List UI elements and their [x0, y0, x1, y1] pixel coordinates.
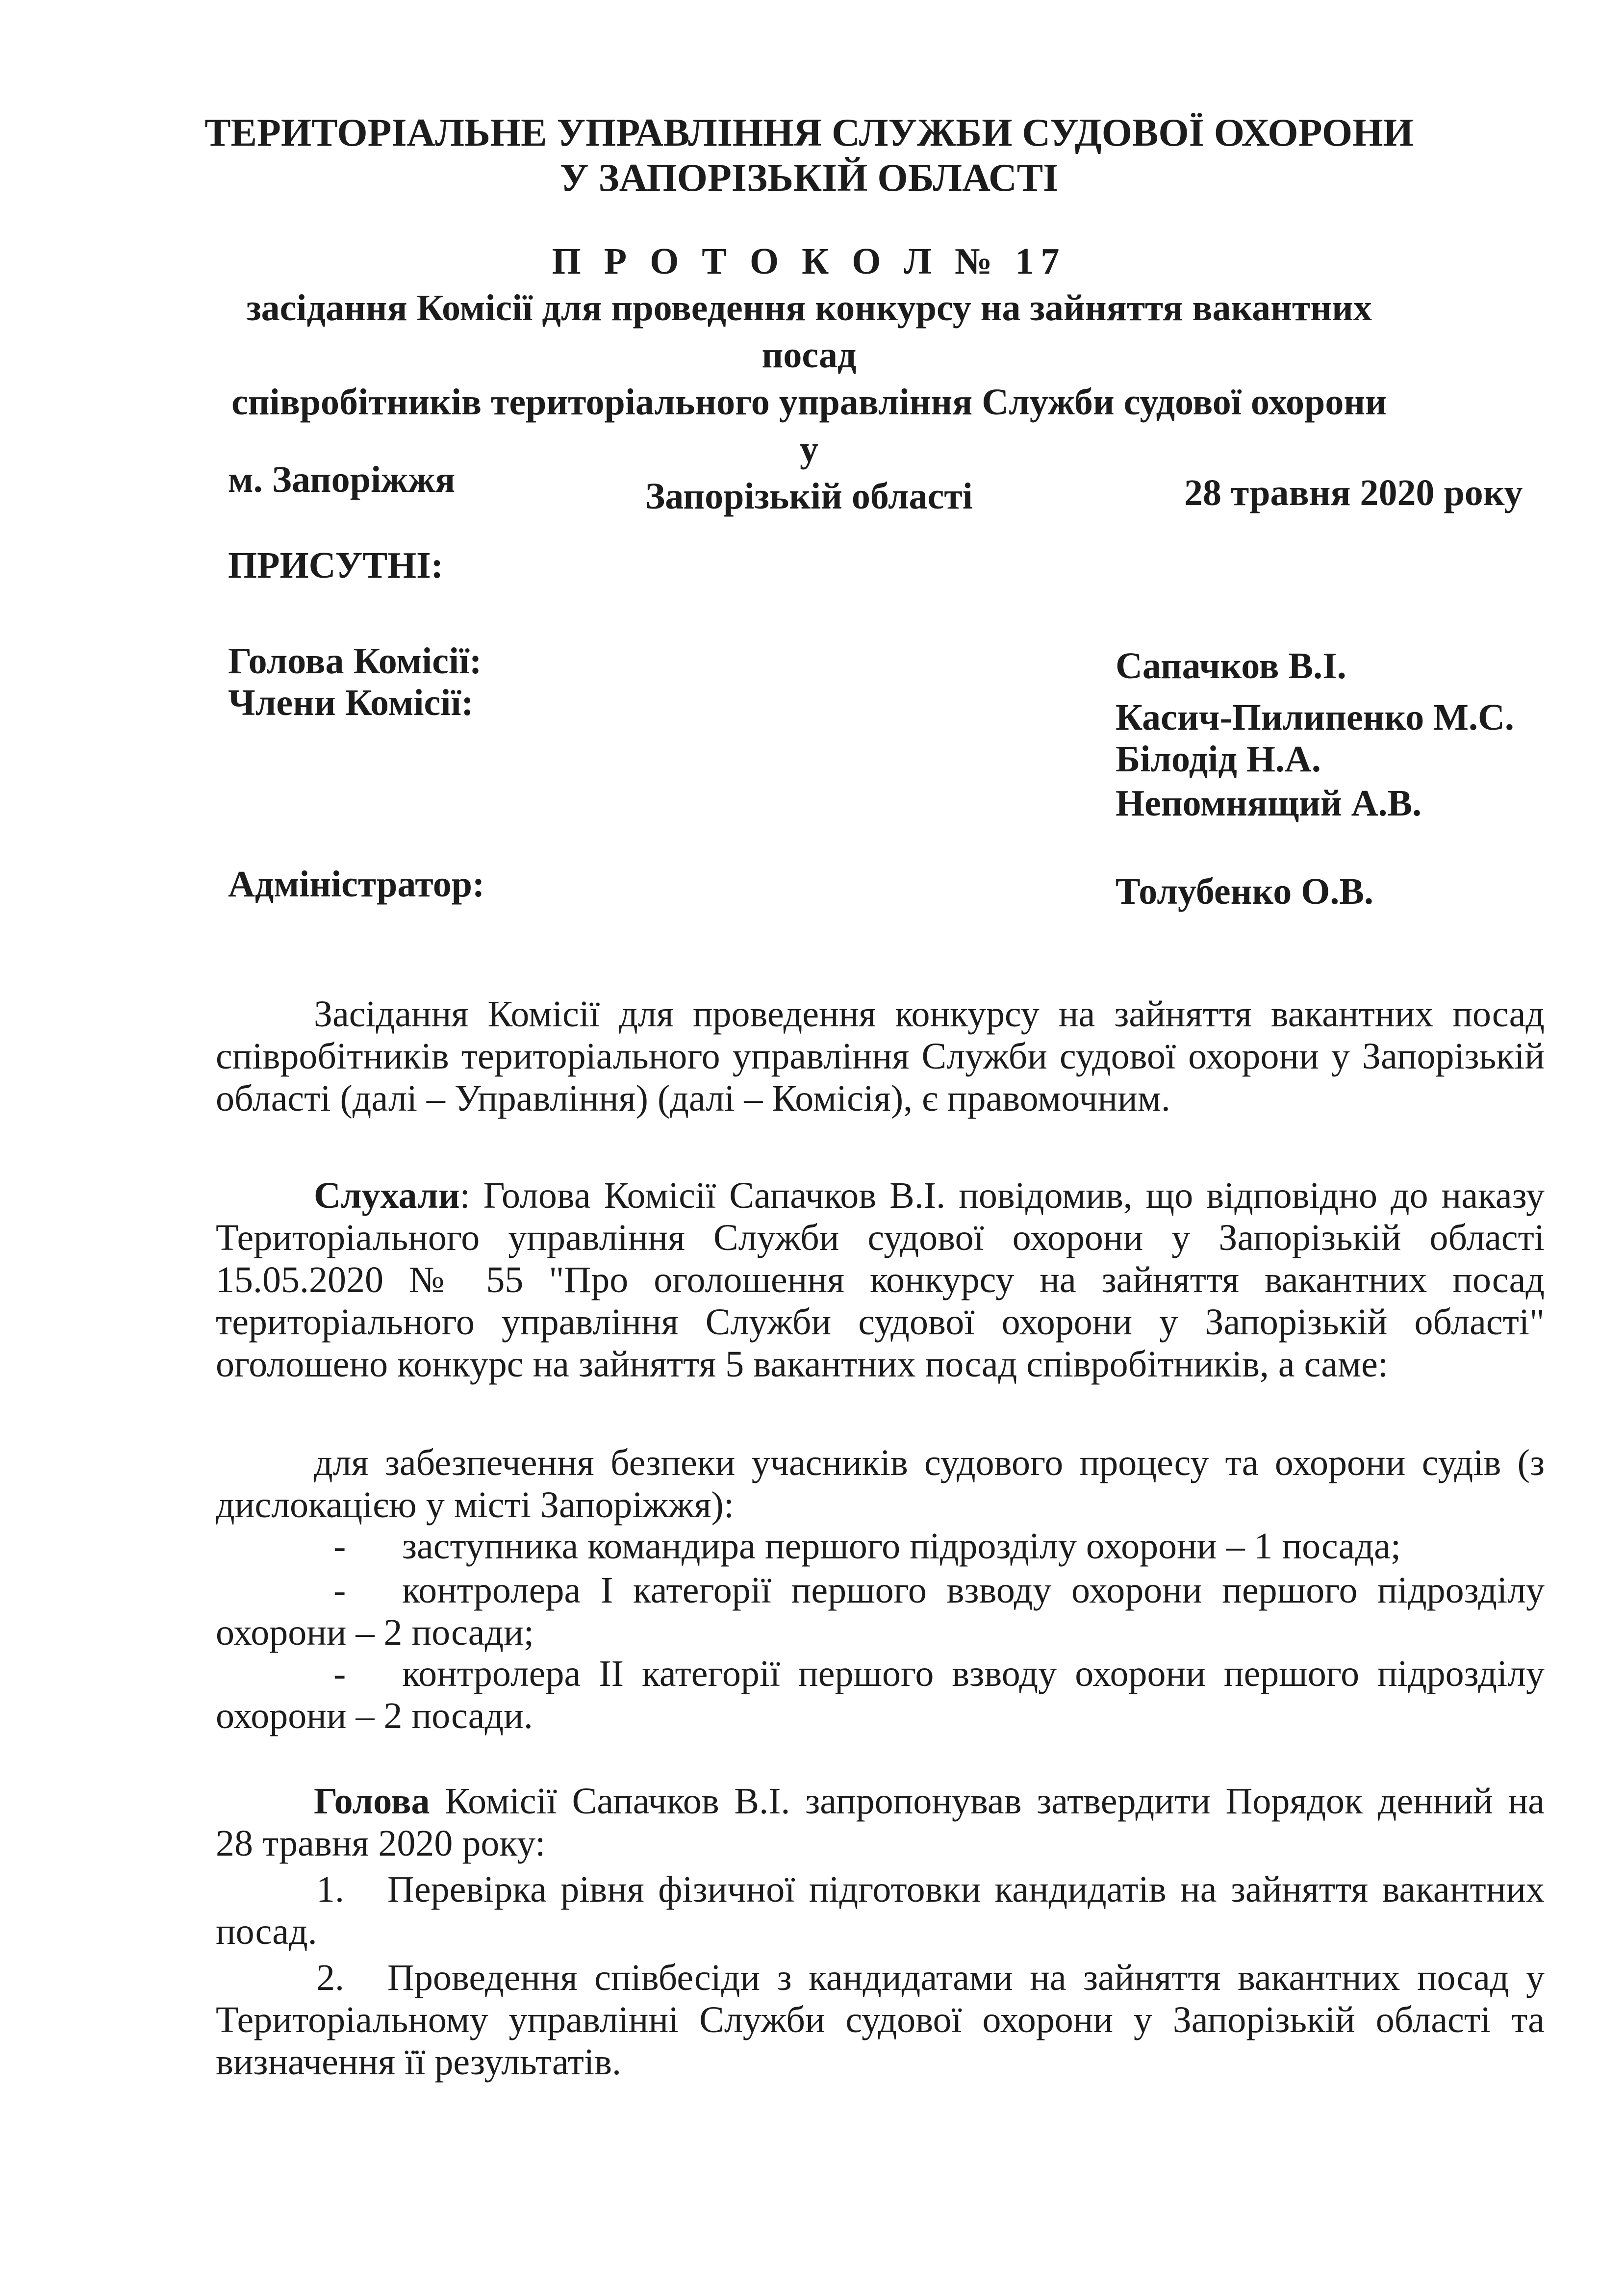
position-text: контролера І категорії першого взводу охорони першого підрозділу охорони – 2 посади; [216, 1570, 1545, 1653]
position-item [216, 1569, 1545, 1654]
position-item [216, 1653, 1545, 1737]
subtitle-line-3: Запорізькій області [645, 476, 973, 517]
member-name: Непомнящий А.В. [1116, 783, 1422, 824]
agenda-text: Перевірка рівня фізичної підготовки кандидатів на зайняття вакантних посад. [216, 1869, 1545, 1952]
position-text: заступника командира першого підрозділу охорони – 1 посада; [402, 1526, 1401, 1567]
paragraph-positions-intro [216, 1442, 1545, 1526]
head-label-inline: Голова [314, 1781, 430, 1822]
head-label: Голова Комісії: [228, 640, 482, 682]
agenda-text: Проведення співбесіди з кандидатами на зайняття вакантних посад у Територіальному управлінні Служби судової охорони у Запорізькій області та визначення її результатів. [216, 1957, 1545, 2083]
agenda-number: 1. [316, 1869, 344, 1910]
protocol-title: П Р О Т О К О Л № 17 [552, 241, 1066, 282]
dash-marker: - [333, 1653, 346, 1694]
dash-marker: - [333, 1570, 346, 1611]
agenda-item [216, 1868, 1545, 1953]
members-label: Члени Комісії: [228, 682, 474, 723]
paragraph-heard [216, 1174, 1545, 1385]
paragraph-quorum-text: Засідання Комісії для проведення конкурсу на зайняття вакантних посад співробітників територіального управління Служби судової охорони у Запорізькій області (далі – Управління) (далі – Комісія), є правомочним. [216, 994, 1545, 1119]
member-name: Касич-Пилипенко М.С. [1116, 697, 1514, 738]
heard-label: Слухали [314, 1175, 460, 1216]
admin-label: Адміністратор: [228, 864, 485, 905]
admin-name: Толубенко О.В. [1116, 871, 1374, 912]
positions-intro-text: для забезпечення безпеки учасників судового процесу та охорони судів (з дислокацією у місті Запоріжжя): [216, 1442, 1545, 1526]
dash-marker: - [333, 1526, 346, 1567]
head-proposal-text: Комісії Сапачков В.І. запропонував затвердити Порядок денний на 28 травня 2020 року: [216, 1781, 1545, 1864]
subtitle-line-2: співробітників територіального управління Служби судової охорони у [231, 382, 1387, 470]
agenda-item [216, 1957, 1545, 2083]
member-name: Білодід Н.А. [1116, 739, 1321, 780]
present-label: ПРИСУТНІ: [228, 545, 444, 586]
paragraph-agenda-proposal [216, 1780, 1545, 1864]
paragraph-quorum [216, 993, 1545, 1120]
city: м. Запоріжжя [228, 459, 456, 500]
head-name: Сапачков В.І. [1116, 645, 1346, 687]
agenda-number: 2. [316, 1957, 344, 1998]
position-text: контролера ІІ категорії першого взводу охорони першого підрозділу охорони – 2 посади. [216, 1653, 1545, 1736]
organization-name [196, 110, 1422, 201]
date: 28 травня 2020 року [1184, 472, 1523, 513]
position-item [216, 1525, 1545, 1567]
org-line-2: У ЗАПОРІЗЬКІЙ ОБЛАСТІ [559, 156, 1059, 200]
subtitle-line-1: засідання Комісії для проведення конкурсу на зайняття вакантних посад [246, 287, 1372, 376]
heard-text: : Голова Комісії Сапачков В.І. повідомив, що відповідно до наказу Територіального управління Служби судової охорони у Запорізькій області 15.05.2020 № 55 "Про оголошення конкурсу на зайняття вакантних посад територіального управління Служби судової охорони у Запорізькій області" оголошено конкурс на зайняття 5 вакантних посад співробітників, а саме: [216, 1175, 1545, 1385]
org-line-1: ТЕРИТОРІАЛЬНЕ УПРАВЛІННЯ СЛУЖБИ СУДОВОЇ ОХОРОНИ [204, 111, 1414, 154]
